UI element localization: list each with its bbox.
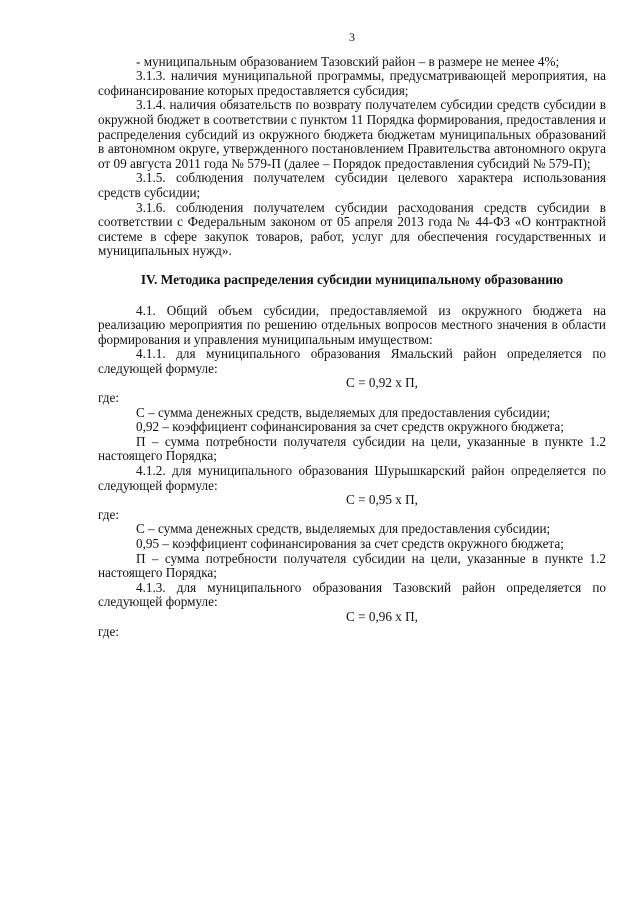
paragraph-4-1-2: 4.1.2. для муниципального образования Шурышкарский район определяется по следующей формуле: [98, 463, 606, 493]
paragraph-3-1-4: 3.1.4. наличия обязательств по возврату получателем субсидии средств субсидии в окружной бюджет в соответствии с пунктом 11 Порядка формирования, предоставления и распределения субсидий из окружного бюджета бюджетам муниципальных образований в автономном округе, утвержденного постановлением Правительства автономного округа от 09 августа 2011 года № 579-П (далее – Порядок предоставления субсидий № 579-П); [98, 97, 606, 171]
where-label: где: [98, 390, 119, 406]
definition-coefficient: 0,92 – коэффициент софинансирования за счет средств окружного бюджета; [136, 419, 564, 435]
paragraph-3-1-3: 3.1.3. наличия муниципальной программы, предусматривающей мероприятия, на софинансирование которых предоставляется субсидия; [98, 68, 606, 98]
page-number: 3 [349, 30, 355, 44]
formula-shuryshkarsky: С = 0,95 х П, [346, 492, 418, 508]
where-label: где: [98, 623, 119, 639]
paragraph-4-1-1: 4.1.1. для муниципального образования Ямальский район определяется по следующей формуле: [98, 346, 606, 376]
section-heading: IV. Методика распределения субсидии муниципальному образованию [140, 271, 564, 287]
where-label: где: [98, 506, 119, 522]
document-page [98, 30, 606, 639]
paragraph-4-1: 4.1. Общий объем субсидии, предоставляемой из окружного бюджета на реализацию мероприятия по решению отдельных вопросов местного значения в области формирования и управления муниципальным имуществом: [98, 302, 606, 347]
definition-p: П – сумма потребности получателя субсидии на цели, указанные в пункте 1.2 настоящего Порядка; [98, 550, 606, 581]
definition-p: П – сумма потребности получателя субсидии на цели, указанные в пункте 1.2 настоящего Порядка; [98, 433, 606, 464]
paragraph-3-1-5: 3.1.5. соблюдения получателем субсидии целевого характера использования средств субсидии; [98, 170, 606, 200]
definition-c: С – сумма денежных средств, выделяемых для предоставления субсидии; [136, 521, 551, 537]
paragraph-3-1-6: 3.1.6. соблюдения получателем субсидии расходования средств субсидии в соответствии с Федеральным законом от 05 апреля 2013 года № 44-ФЗ «О контрактной системе в сфере закупок товаров, работ, услуг для обеспечения государственных и муниципальных нужд». [98, 199, 606, 259]
definition-coefficient: 0,95 – коэффициент софинансирования за счет средств окружного бюджета; [136, 536, 564, 551]
paragraph-4-1-3: 4.1.3. для муниципального образования Тазовский район определяется по следующей формуле: [98, 579, 606, 610]
formula-yamalsky: С = 0,92 х П, [346, 375, 418, 391]
definition-c: С – сумма денежных средств, выделяемых для предоставления субсидии; [136, 404, 551, 420]
formula-tazovsky: С = 0,96 х П, [346, 608, 418, 624]
paragraph-tazovsky-share: - муниципальным образованием Тазовский район – в размере не менее 4%; [136, 53, 560, 69]
